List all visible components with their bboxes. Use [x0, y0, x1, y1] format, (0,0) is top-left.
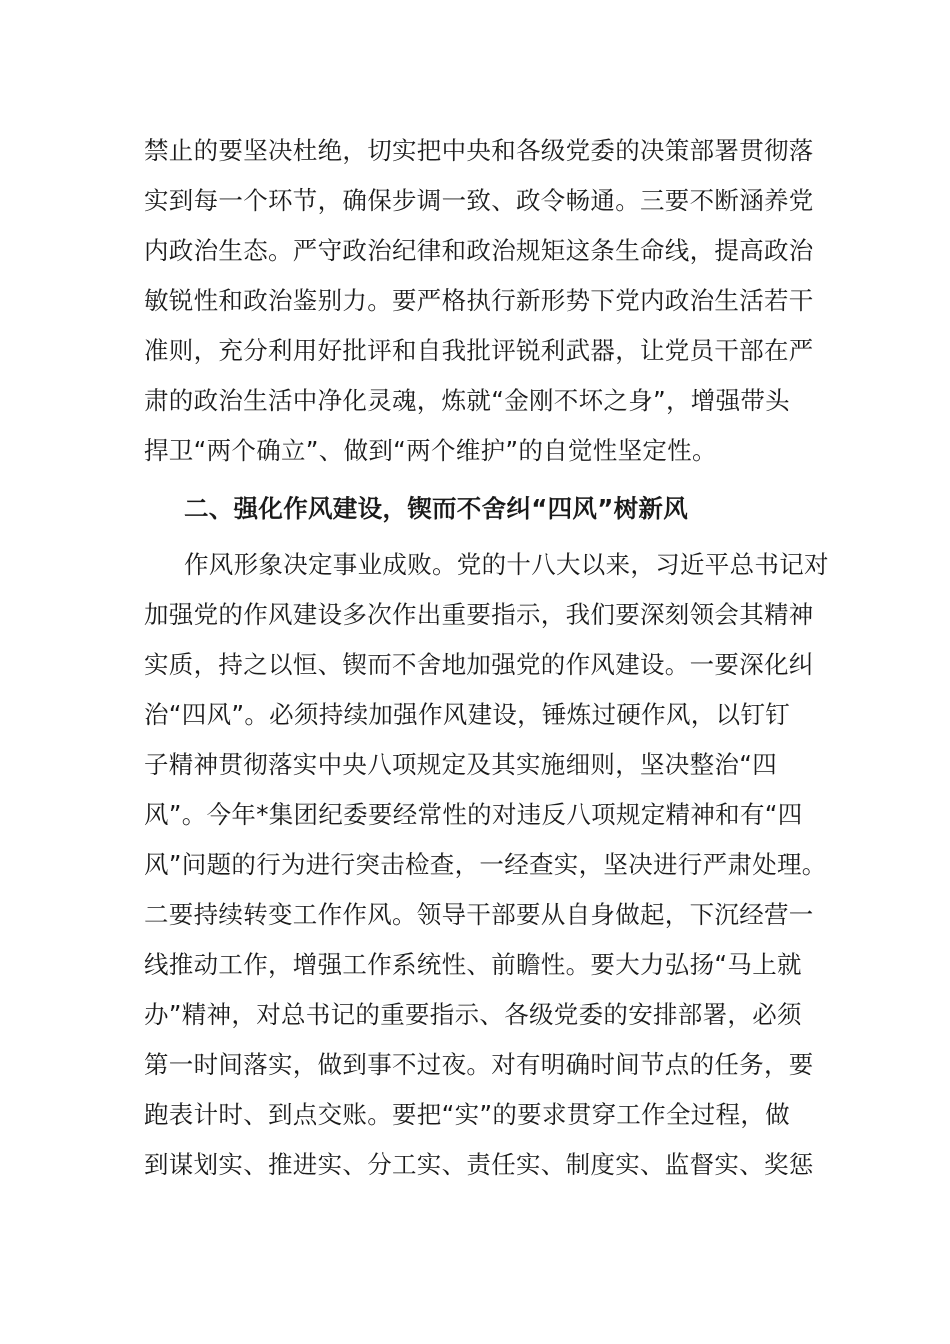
document-body [144, 126, 829, 1190]
paragraph-line: 二要持续转变工作作风。领导干部要从自身做起，下沉经营一 [144, 900, 814, 929]
paragraph-line: 风”。今年*集团纪委要经常性的对违反八项规定精神和有“四 [144, 800, 803, 829]
paragraph-line: 子精神贯彻落实中央八项规定及其实施细则，坚决整治“四 [144, 750, 777, 779]
paragraph-line: 办”精神，对总书记的重要指示、各级党委的安排部署，必须 [144, 1000, 802, 1029]
section-heading: 二、强化作风建设，锲而不舍纠“四风”树新风 [184, 494, 689, 523]
paragraph-line: 治“四风”。必须持续加强作风建设，锤炼过硬作风，以钉钉 [144, 700, 790, 729]
paragraph-line: 到谋划实、推进实、分工实、责任实、制度实、监督实、奖惩 [144, 1150, 814, 1179]
paragraph-line: 实到每一个环节，确保步调一致、政令畅通。三要不断涵养党 [144, 186, 814, 215]
paragraph-line: 内政治生态。严守政治纪律和政治规矩这条生命线，提高政治 [144, 236, 814, 265]
paragraph-line: 捍卫“两个确立”、做到“两个维护”的自觉性坚定性。 [144, 436, 717, 465]
paragraph-line: 跑表计时、到点交账。要把“实”的要求贯穿工作全过程，做 [144, 1100, 790, 1129]
paragraph-line: 线推动工作，增强工作系统性、前瞻性。要大力弘扬“马上就 [144, 950, 802, 979]
paragraph-line: 作风形象决定事业成败。党的十八大以来，习近平总书记对 [184, 550, 829, 579]
paragraph-line: 肃的政治生活中净化灵魂，炼就“金刚不坏之身”，增强带头 [144, 386, 790, 415]
paragraph-line: 加强党的作风建设多次作出重要指示，我们要深刻领会其精神 [144, 600, 814, 629]
paragraph-line: 风”问题的行为进行突击检查，一经查实，坚决进行严肃处理。 [144, 850, 827, 879]
paragraph-line: 禁止的要坚决杜绝，切实把中央和各级党委的决策部署贯彻落 [144, 136, 814, 165]
paragraph-line: 第一时间落实，做到事不过夜。对有明确时间节点的任务，要 [144, 1050, 814, 1079]
paragraph-line: 敏锐性和政治鉴别力。要严格执行新形势下党内政治生活若干 [144, 286, 814, 315]
paragraph-line: 准则，充分利用好批评和自我批评锐利武器，让党员干部在严 [144, 336, 814, 365]
paragraph-line: 实质，持之以恒、锲而不舍地加强党的作风建设。一要深化纠 [144, 650, 814, 679]
